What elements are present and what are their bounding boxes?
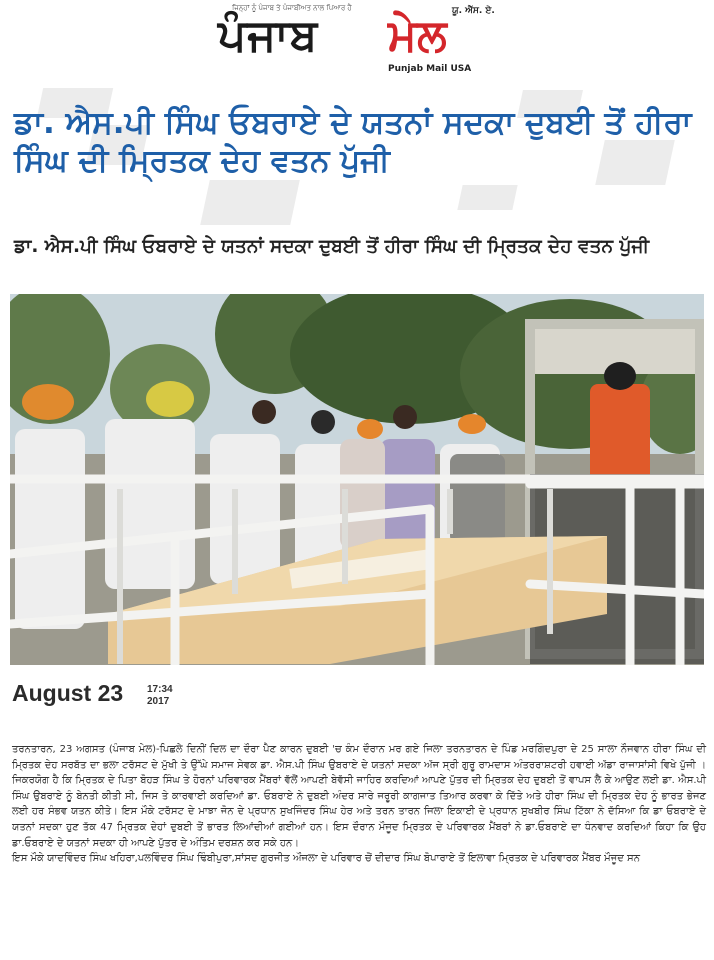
article-headline: ਡਾ. ਐਸ.ਪੀ ਸਿੰਘ ਓਬਰਾਏ ਦੇ ਯਤਨਾਂ ਸਦਕਾ ਦੁਬਈ ਤੋਂ ਹੀਰਾ ਸਿੰਘ ਦੀ ਮ੍ਰਿਤਕ ਦੇਹ ਵਤਨ ਪੁੱਜੀ — [14, 105, 692, 179]
masthead-tagline: ਜਿਨ੍ਹਾਂ ਨੂੰ ਪੰਜਾਬ ਤੇ ਪੰਜਾਬੀਅਤ ਨਾਲ ਪਿਆਰ ਹੈ — [232, 4, 352, 12]
logo-usa-english: Punjab Mail USA — [388, 64, 472, 74]
masthead-logo[interactable] — [204, 4, 496, 78]
article-paragraph: ਇਸ ਮੌਕੇ ਯਾਦਵਿੰਦਰ ਸਿੰਘ ਖਹਿਰਾ,ਪਲਵਿੰਦਰ ਸਿੰਘ ਢਿੰਬੀਪੁਰਾ,ਸਾਂਸਦ ਗੁਰਜੀਤ ਔਜਲਾ ਦੇ ਪਰਿਵਾਰ ਚੋਂ ਦੀਦਾਰ ਸਿੰਘ ਬੋਪਾਰਾਏ ਤੋਂ ਇਲਾਵਾ ਮ੍ਰਿਤਕ ਦੇ ਪਰਿਵਾਰਕ ਮੈਂਬਰ ਮੌਜੂਦ ਸਨ — [12, 853, 640, 865]
article-time — [147, 684, 173, 708]
article-time-year: 2017 — [147, 696, 170, 707]
logo-punjab: ਪੰਜਾਬ — [218, 10, 319, 61]
article-subheadline: ਡਾ. ਐਸ.ਪੀ ਸਿੰਘ ਓਬਰਾਏ ਦੇ ਯਤਨਾਂ ਸਦਕਾ ਦੁਬਈ ਤੋਂ ਹੀਰਾ ਸਿੰਘ ਦੀ ਮ੍ਰਿਤਕ ਦੇਹ ਵਤਨ ਪੁੱਜੀ — [14, 236, 650, 257]
article-photo — [10, 294, 704, 665]
article-paragraph: ਤਰਨਤਾਰਨ, 23 ਅਗਸਤ (ਪੰਜਾਬ ਮੇਲ)-ਪਿਛਲੇ ਦਿਨੀਂ ਦਿਲ ਦਾ ਦੌਰਾ ਪੈਣ ਕਾਰਨ ਦੁਬਈ 'ਚ ਕੰਮ ਦੌਰਾਨ ਮਰ ਗਏ ਜਿਲਾ ਤਰਨਤਾਰਨ ਦੇ ਪਿੰਡ ਮਰਗਿੰਦਪੁਰਾ ਦੇ 25 ਸਾਲਾ ਨੌਜਵਾਨ ਹੀਰਾ ਸਿੰਘ ਦੀ ਮ੍ਰਿਤਕ ਦੇਹ ਸਰਬੱਤ ਦਾ ਭਲਾ ਟਰੱਸਟ ਦੇ ਮੁੱਖੀ ਤੇ ਉੱਘੇ ਸਮਾਜ ਸੇਵਕ ਡਾ. ਐਸ.ਪੀ ਸਿੰਘ ਉਬਰਾਏ ਦੇ ਯਤਨਾਂ ਸਦਕਾ ਅੱਜ ਸ੍ਰੀ ਗੁਰੂ ਰਾਮਦਾਸ ਅੰਤਰਰਾਸ਼ਟਰੀ ਹਵਾਈ ਅੱਡਾ ਰਾਜਾਸਾਂਸੀ ਵਿਖੇ ਪੁੱਜੀ ।ਜਿਕਰਯੋਗ ਹੈ ਕਿ ਮ੍ਰਿਤਕ ਦੇ ਪਿਤਾ ਬੋਹੜ ਸਿੰਘ ਤੇ ਹੋਰਨਾਂ ਪਰਿਵਾਰਕ ਮੈਂਬਰਾਂ ਵੱਲੋਂ ਆਪਣੀ ਬੇਵੱਸੀ ਜਾਹਿਰ ਕਰਦਿਆਂ ਆਪਣੇ ਪੁੱਤਰ ਦੀ ਮ੍ਰਿਤਕ ਦੇਹ ਦੁਬਈ ਤੋਂ ਵਾਪਸ ਲੈ ਕੇ ਆਉਣ ਲਈ ਡਾ. ਐਸ.ਪੀ ਸਿੰਘ ਉਬਰਾਏ ਨੂੰ ਬੇਨਤੀ ਕੀਤੀ ਸੀ, ਜਿਸ ਤੇ ਕਾਰਵਾਈ ਕਰਦਿਆਂ ਡਾ. ਓਬਰਾਏ ਨੇ ਦੁਬਈ ਅੰਦਰ ਸਾਰੇ ਜਰੂਰੀ ਕਾਗਜਾਤ ਤਿਆਰ ਕਰਵਾ ਕੇ ਦਿੱਤੇ ਅਤੇ ਹੀਰਾ ਸਿੰਘ ਦੀ ਮ੍ਰਿਤਕ ਦੇਹ ਨੂੰ ਭਾਰਤ ਭੇਜਣ ਲਈ ਹਰ ਸੰਭਵ ਯਤਨ ਕੀਤੇ। ਇਸ ਮੌਕੇ ਟਰੱਸਟ ਦੇ ਮਾਝਾ ਜੋਨ ਦੇ ਪ੍ਰਧਾਨ ਸੁਖਜਿੰਦਰ ਸਿੰਘ ਹੇਰ ਅਤੇ ਤਰਨ ਤਾਰਨ ਜਿਲਾ ਇਕਾਈ ਦੇ ਪ੍ਰਧਾਨ ਸੁਖਬੀਰ ਸਿੰਘ ਟਿੱਕਾ ਨੇ ਦੱਸਿਆ ਕਿ ਡਾ ਓਬਰਾਏ ਦੇ ਯਤਨਾਂ ਸਦਕਾ ਹੁਣ ਤੱਕ 47 ਮ੍ਰਿਤਕ ਦੇਹਾਂ ਦੁਬਈ ਤੋਂ ਭਾਰਤ ਲਿਆਂਦੀਆਂ ਗਈਆਂ ਹਨ। ਇਸ ਦੌਰਾਨ ਮੌਜੂਦ ਮ੍ਰਿਤਕ ਦੇ ਪਰਿਵਾਰਕ ਮੈਂਬਰਾਂ ਨੇ ਡਾ.ਓਬਰਾਏ ਦਾ ਧੰਨਵਾਦ ਕਰਦਿਆਂ ਕਿਹਾ ਕਿ ਉਹ ਡਾ.ਓਬਰਾਏ ਦੇ ਯਤਨਾਂ ਸਦਕਾ ਹੀ ਆਪਣੇ ਪੁੱਤਰ ਦੇ ਅੰਤਿਮ ਦਰਸ਼ਨ ਕਰ ਸਕੇ ਹਨ। — [12, 744, 706, 849]
logo-usa-gurmukhi: ਯੂ. ਐੱਸ. ਏ. — [452, 6, 495, 16]
logo-mail: ਮੇਲ — [388, 10, 447, 61]
article-date: August 23 — [12, 680, 124, 706]
article-body — [12, 742, 706, 867]
article-time-clock: 17:34 — [147, 684, 173, 695]
